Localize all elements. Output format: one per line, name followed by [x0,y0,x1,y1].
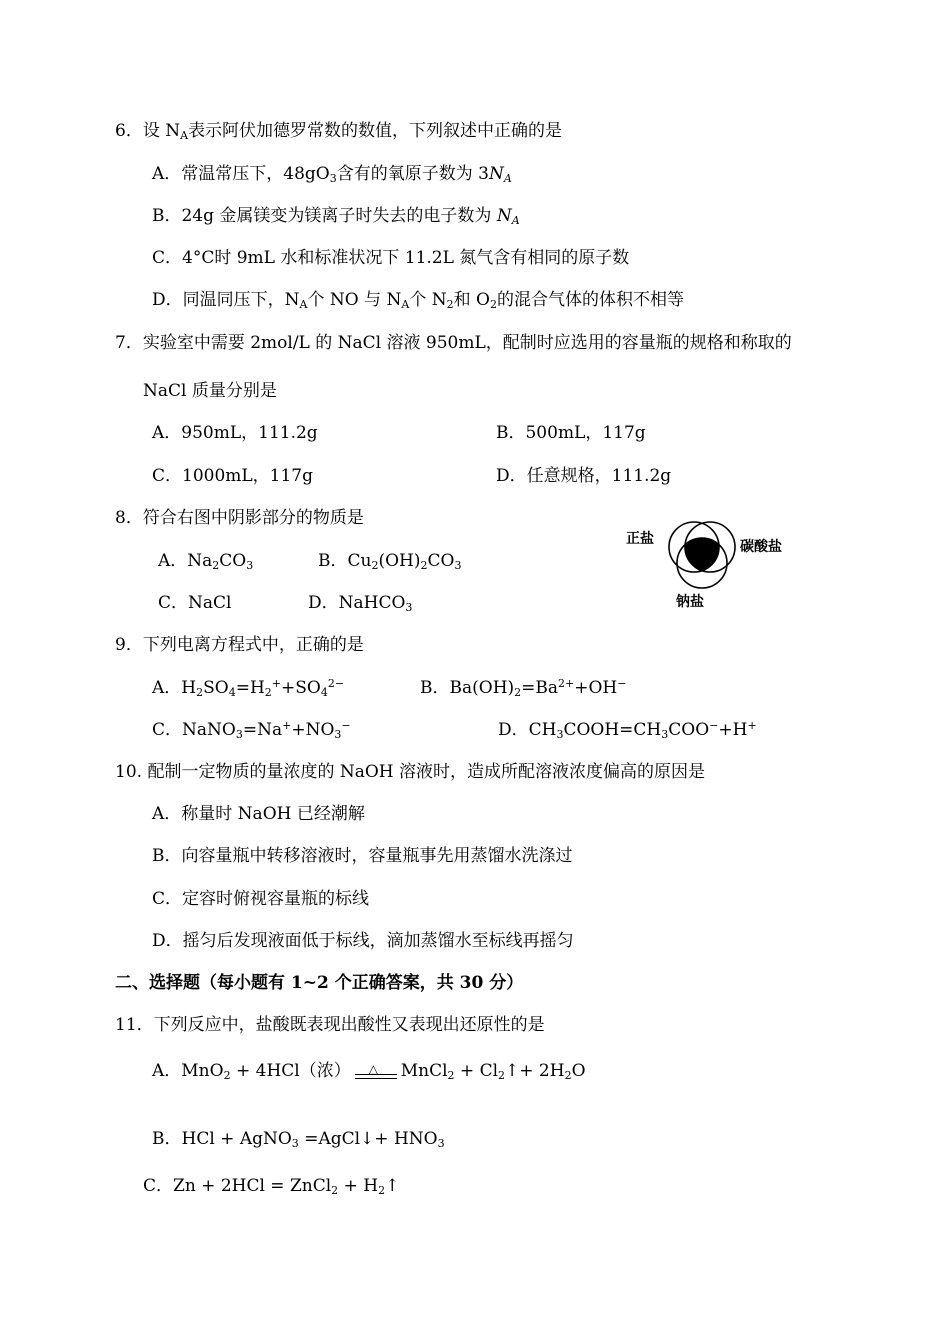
q7-option-b [496,422,646,444]
q9-option-a [152,677,344,699]
q8-a-sub2: 3 [246,559,254,572]
q6-a-na: N [488,164,504,184]
q11-a-t4: + Cl [454,1061,499,1081]
q8-b-sub2: 2 [420,559,428,572]
q9-stem-text: 9．下列电离方程式中，正确的是 [115,635,364,655]
q9-c-t3: +NO [291,720,335,740]
delta-icon: △ [368,1062,378,1076]
q6-d-sub2: A [401,298,410,311]
q9-a-t2: SO [203,678,229,698]
q7-option-c [152,465,313,487]
q9-d-t3: COO [668,720,710,740]
q9-d-s2: 3 [661,728,669,741]
q6-option-b [152,205,520,227]
q10-b-text: B．向容量瓶中转移溶液时，容量瓶事先用蒸馏水洗涤过 [152,846,573,866]
q9-c-t1: C．NaNO [152,720,236,740]
q7-b-text: B．500mL，117g [496,423,646,443]
q11-a-t5: ↑+ 2H [505,1061,565,1081]
q8-option-c [158,592,231,614]
q9-c-p1: + [282,719,292,732]
q6-d-text-a: D．同温同压下，N [152,290,300,310]
q8-d-sub1: 3 [405,601,413,614]
q11-a-t2: + 4HCl（浓） [230,1061,351,1081]
q6-a-na-sub: A [503,172,512,185]
q11-a-s3: 2 [498,1069,506,1082]
q9-a-s2: 4 [228,686,236,699]
q10-option-d [152,930,574,952]
q9-d-t2: COOH=CH [563,720,662,740]
q11-c-t3: ↑ [385,1176,400,1196]
q8-b-text-a: B．Cu [318,551,372,571]
heating-condition-sign [355,1060,397,1082]
question-10-stem [115,761,705,783]
q11-c-t2: + H [338,1176,379,1196]
q9-d-t1: D．CH [498,720,557,740]
q11-option-a [152,1060,586,1082]
q9-b-p1: 2+ [558,677,575,690]
q8-stem-text: 8．符合右图中阴影部分的物质是 [115,508,364,528]
q9-b-s1: 2 [514,686,522,699]
q8-a-text-b: CO [219,551,247,571]
q6-d-sub1: A [299,298,308,311]
q10-stem-text: 10. 配制一定物质的量浓度的 NaOH 溶液时，造成所配溶液浓度偏高的原因是 [115,762,706,782]
q9-d-s1: 3 [556,728,564,741]
q10-option-c [152,888,369,910]
q7-d-text: D．任意规格，111.2g [496,466,672,486]
q9-c-t2: =Na [242,720,283,740]
q6-b-text: B．24g 金属镁变为镁离子时失去的电子数为 [152,206,497,226]
q9-a-s1: 2 [196,686,204,699]
q6-d-text-c: 个 N [409,290,447,310]
q10-a-text: A．称量时 NaOH 已经潮解 [152,804,365,824]
q7-stem-line1: 7．实验室中需要 2mol/L 的 NaCl 溶液 950mL，配制时应选用的容量瓶的规格和称取的 [115,333,792,353]
q8-c-text: C．NaCl [158,593,232,613]
equal-bar-bottom [355,1078,397,1079]
q6-a-sub: 3 [329,172,337,185]
q7-stem-line2: NaCl 质量分别是 [143,381,277,401]
q11-a-t3: MnCl [400,1061,448,1081]
q8-b-sub1: 2 [371,559,379,572]
q6-b-na-sub: A [511,214,520,227]
q7-option-a [152,422,318,444]
q8-d-text: D．NaHCO [308,593,406,613]
q11-stem-text: 11．下列反应中，盐酸既表现出酸性又表现出还原性的是 [115,1015,545,1035]
q11-c-s1: 2 [331,1184,339,1197]
q8-option-d [308,592,412,614]
q11-b-s1: 3 [291,1137,299,1150]
q9-a-t3: =H [235,678,265,698]
q6-d-text-b: 个 NO 与 N [307,290,402,310]
q9-a-t1: A．H [152,678,197,698]
q10-d-text: D．摇匀后发现液面低于标线，滴加蒸馏水至标线再摇匀 [152,931,574,951]
question-7-stem-cont [143,380,277,402]
question-8-stem [115,507,364,529]
q10-c-text: C．定容时俯视容量瓶的标线 [152,889,370,909]
venn-label-right: 碳酸盐 [740,539,782,555]
q7-a-text: A．950mL，111.2g [152,423,318,443]
q7-option-d [496,465,671,487]
q10-option-b [152,845,573,867]
question-7-stem [115,332,792,354]
q9-b-p2: − [617,677,627,690]
q9-d-t4: +H [718,720,748,740]
q9-a-s4: 4 [320,686,328,699]
q6-b-na: N [496,206,512,226]
q6-option-d [152,289,684,311]
q6-stem-sub: A [180,129,189,142]
q9-b-t2: =Ba [521,678,559,698]
q6-d-sub3: 2 [446,298,454,311]
q8-option-a [158,550,253,572]
q9-d-p2: + [747,719,757,732]
q6-a-text: A．常温常压下，48gO [152,164,330,184]
q6-stem-text-a: 6．设 N [115,121,181,141]
q11-b-s2: 3 [437,1137,445,1150]
q11-a-t1: A．MnO [152,1061,224,1081]
q6-option-a [152,163,512,185]
question-9-stem [115,634,364,656]
q7-c-text: C．1000mL，117g [152,466,314,486]
q6-d-text-e: 的混合气体的体积不相等 [496,290,684,310]
section-2-heading [115,972,523,994]
question-6-stem [115,120,562,142]
q9-option-c [152,719,351,741]
q9-a-t4: +SO [281,678,321,698]
q9-c-s2: 3 [334,728,342,741]
q9-b-t1: B．Ba(OH) [420,678,515,698]
venn-label-left: 正盐 [626,531,654,547]
q9-a-s3: 2 [264,686,272,699]
q9-option-b [420,677,626,699]
q6-c-text: C．4°C时 9mL 水和标准状况下 11.2L 氮气含有相同的原子数 [152,248,630,268]
q9-b-t3: +OH [574,678,618,698]
q8-b-text-b: (OH) [378,551,421,571]
q11-b-t1: B．HCl + AgNO [152,1129,292,1149]
q11-a-s4: 2 [564,1069,572,1082]
q8-a-sub1: 2 [212,559,220,572]
q8-option-b [318,550,461,572]
q9-a-p2: 2− [327,677,345,690]
q11-c-t1: C．Zn + 2HCl = ZnCl [143,1176,332,1196]
q6-d-text-d: 和 O [453,290,490,310]
q6-stem-text-b: 表示阿伏加德罗常数的数值，下列叙述中正确的是 [188,121,563,141]
q8-b-sub3: 3 [454,559,462,572]
q8-b-text-c: CO [427,551,455,571]
q8-a-text-a: A．Na [158,551,213,571]
q11-b-t2: =AgCl↓+ HNO [298,1129,438,1149]
q11-a-s1: 2 [223,1069,231,1082]
section-2-title: 二、选择题（每小题有 1~2 个正确答案，共 30 分） [115,973,524,993]
q11-a-s2: 2 [447,1069,455,1082]
q9-a-p1: + [271,677,281,690]
q6-a-text-b: 含有的氧原子数为 3 [336,164,489,184]
equal-bar-top [355,1074,397,1075]
q11-option-c [143,1175,399,1197]
venn-label-bottom: 钠盐 [676,594,704,610]
q11-c-s2: 2 [378,1184,386,1197]
q11-a-t6: O [571,1061,586,1081]
venn-diagram [622,515,797,615]
q9-c-s1: 3 [235,728,243,741]
q6-option-c [152,247,629,269]
q6-d-sub4: 2 [489,298,497,311]
q9-c-p2: − [341,719,351,732]
question-11-stem [115,1014,545,1036]
q9-option-d [498,719,757,741]
q9-d-p1: − [709,719,719,732]
q10-option-a [152,803,365,825]
q11-option-b [152,1128,445,1150]
